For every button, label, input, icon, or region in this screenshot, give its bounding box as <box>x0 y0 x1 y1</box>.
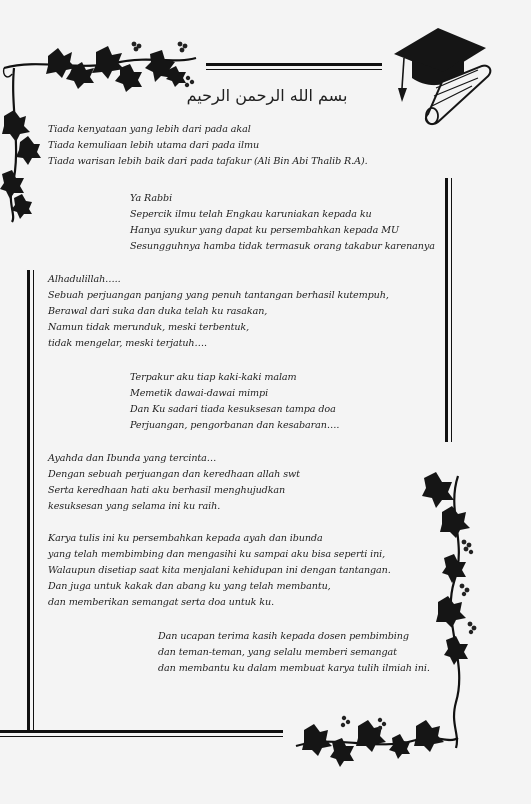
prayer-line: Ya Rabbi <box>130 193 173 204</box>
graduation-cap-scroll-icon <box>386 22 496 130</box>
reflection-line: Terpakur aku tiap kaki-kaki malam <box>130 372 297 383</box>
gratitude-line: Namun tidak merunduk, meski terbentuk, <box>48 322 250 333</box>
dedication-line: Walaupun disetiap saat kita menjalani kehidupan ini dengan tantangan. <box>48 565 391 576</box>
thanks-line: dan teman-teman, yang selalu memberi semangat <box>158 647 397 658</box>
bismillah-calligraphy: بسم الله الرحمن الرحيم <box>186 86 348 105</box>
prayer-line: Hanya syukur yang dapat ku persembahkan kepada MU <box>130 225 399 236</box>
right-rule-inner <box>451 178 452 442</box>
dedication-line: dan memberikan semangat serta doa untuk ku. <box>48 597 275 608</box>
right-rule-outer <box>445 178 448 442</box>
quote-line: Tiada warisan lebih baik dari pada tafakur (Ali Bin Abi Thalib R.A). <box>48 156 368 167</box>
left-rule-outer <box>27 270 30 732</box>
dedication-line: yang telah membimbing dan mengasihi ku sampai aku bisa seperti ini, <box>48 549 386 560</box>
quote-line: Tiada kemuliaan lebih utama dari pada ilmu <box>48 140 260 151</box>
quote-line: Tiada kenyataan yang lebih dari pada akal <box>48 124 251 135</box>
reflection-line: Memetik dawai-dawai mimpi <box>130 388 269 399</box>
gratitude-line: Alhadulillah….. <box>48 274 121 285</box>
reflection-line: Dan Ku sadari tiada kesuksesan tampa doa <box>130 404 336 415</box>
dedication-line: Dan juga untuk kakak dan abang ku yang telah membantu, <box>48 581 331 592</box>
prayer-line: Sepercik ilmu telah Engkau karuniakan kepada ku <box>130 209 372 220</box>
left-rule-inner <box>33 270 34 732</box>
top-rule-inner <box>206 69 382 70</box>
dedication-line: Karya tulis ini ku persembahkan kepada ayah dan ibunda <box>48 533 323 544</box>
gratitude-line: tidak mengelar, meski terjatuh…. <box>48 338 207 349</box>
prayer-line: Sesungguhnya hamba tidak termasuk orang takabur karenanya <box>130 241 435 252</box>
parents-line: Serta keredhaan hati aku berhasil menghujudkan <box>48 485 286 496</box>
grape-vine-bottom-right-ornament <box>296 472 486 772</box>
bottom-rule-inner <box>0 736 283 737</box>
gratitude-line: Berawal dari suka dan duka telah ku rasakan, <box>48 306 268 317</box>
parents-line: Ayahda dan Ibunda yang tercinta… <box>48 453 217 464</box>
top-rule-outer <box>206 63 382 66</box>
parents-line: Dengan sebuah perjuangan dan keredhaan allah swt <box>48 469 300 480</box>
reflection-line: Perjuangan, pengorbanan dan kesabaran…. <box>130 420 340 431</box>
thanks-line: dan membantu ku dalam membuat karya tulih ilmiah ini. <box>158 663 430 674</box>
gratitude-line: Sebuah perjuangan panjang yang penuh tantangan berhasil kutempuh, <box>48 290 389 301</box>
thanks-line: Dan ucapan terima kasih kepada dosen pembimbing <box>158 631 409 642</box>
bottom-rule-outer <box>0 730 283 733</box>
parents-line: kesuksesan yang selama ini ku raih. <box>48 501 221 512</box>
